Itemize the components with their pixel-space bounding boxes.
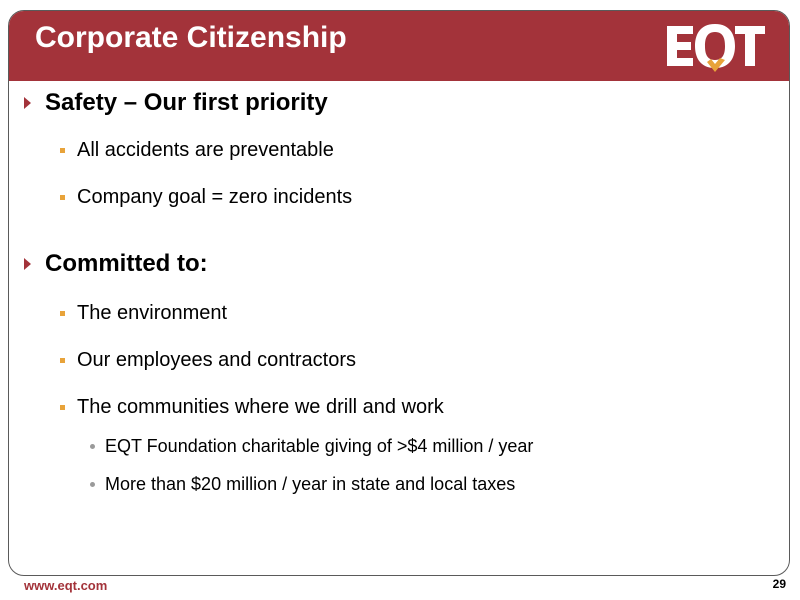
bullet-text: Safety – Our first priority (45, 89, 328, 116)
sub-sub-bullet (90, 436, 533, 457)
sub-bullet (60, 186, 352, 209)
bullet-text: The communities where we drill and work (77, 396, 444, 418)
square-bullet-icon (60, 311, 65, 316)
bullet-text: The environment (77, 302, 228, 324)
square-bullet-icon (60, 148, 65, 153)
sub-sub-bullet (90, 474, 515, 495)
square-bullet-icon (60, 358, 65, 363)
dot-bullet-icon (90, 444, 95, 449)
bullet-text: All accidents are preventable (77, 139, 334, 161)
sub-bullet (60, 139, 334, 162)
arrow-bullet-icon (24, 258, 31, 270)
square-bullet-icon (60, 195, 65, 200)
bullet-text: EQT Foundation charitable giving of >$4 million / year (105, 436, 534, 456)
bullet-text: Committed to: (45, 250, 208, 277)
arrow-bullet-icon (24, 97, 31, 109)
sub-bullet (60, 302, 227, 325)
bullet-text: Company goal = zero incidents (77, 186, 353, 208)
slide-title: Corporate Citizenship (35, 21, 347, 54)
bullet-committed (24, 250, 208, 278)
page-number: 29 (772, 577, 786, 591)
bullet-text: Our employees and contractors (77, 349, 357, 371)
sub-bullet (60, 349, 356, 372)
dot-bullet-icon (90, 482, 95, 487)
bullet-text: More than $20 million / year in state and local taxes (105, 474, 516, 494)
square-bullet-icon (60, 405, 65, 410)
footer-website-link[interactable]: www.eqt.com (24, 578, 108, 593)
bullet-safety (24, 89, 328, 117)
sub-bullet (60, 396, 444, 419)
